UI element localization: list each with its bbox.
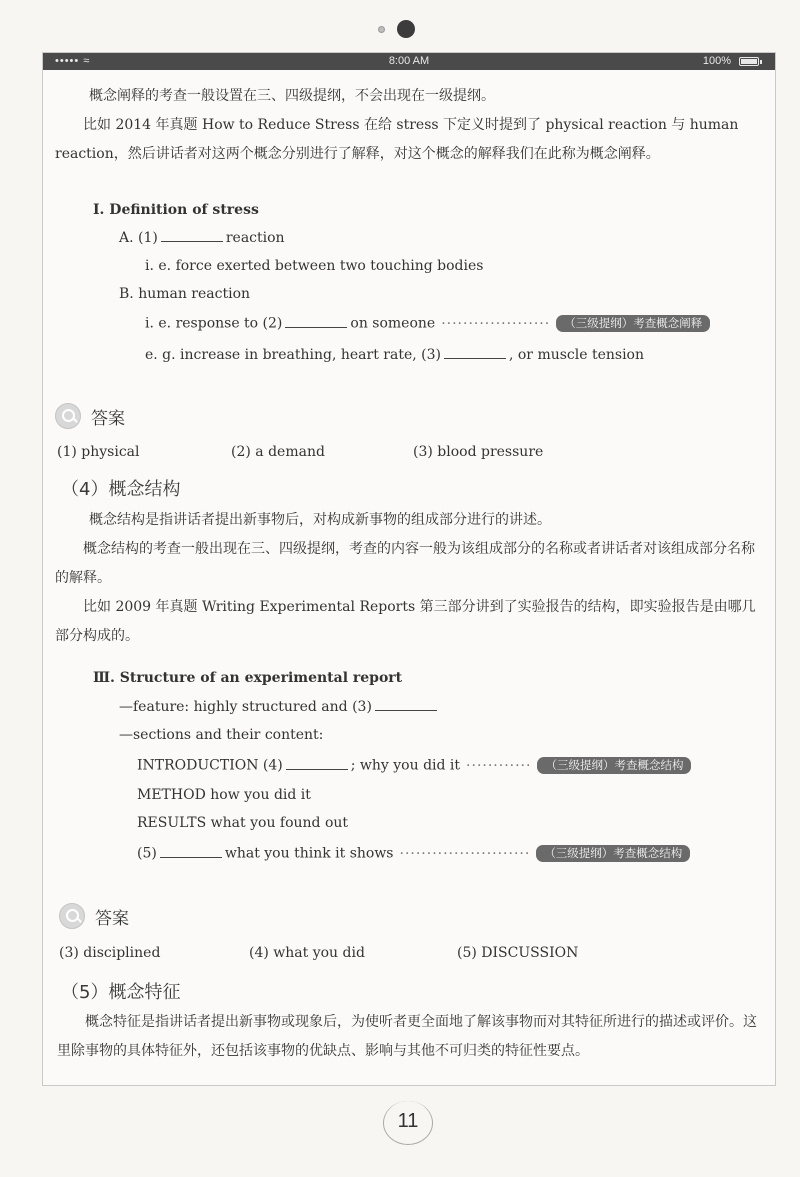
outline-item-a-ie: i. e. force exerted between two touching bodies — [145, 258, 484, 274]
level-tag: （三级提纲）考查概念阐释 — [556, 315, 710, 332]
camera-row — [0, 18, 800, 42]
paragraph-structure-example: 比如 2009 年真题 Writing Experimental Reports 第三部分讲到了实验报告的结构，即实验报告是由哪几部分构成的。 — [55, 599, 756, 644]
signal-indicator: ••••• ≈ — [55, 55, 91, 67]
outline-heading-definition: Ⅰ. Definition of stress — [93, 202, 259, 218]
blank-3 — [444, 347, 506, 359]
blank-5 — [286, 758, 348, 770]
answer-item: (3) disciplined — [59, 945, 161, 961]
blank-6 — [160, 846, 222, 858]
leader-dots: ···················· — [441, 315, 551, 332]
answer-item: (2) a demand — [231, 444, 325, 460]
section-heading-5: （5）概念特征 — [61, 982, 181, 1003]
answer-heading-2 — [59, 903, 129, 929]
blank-1 — [161, 230, 223, 242]
blank-4 — [375, 699, 437, 711]
outline-heading-structure: Ⅲ. Structure of an experimental report — [93, 670, 403, 686]
blank-2 — [285, 316, 347, 328]
device-screen — [42, 52, 776, 1086]
outline-item-b-ie: i. e. response to (2) on someone ···················· （三级提纲）考查概念阐释 — [145, 315, 710, 332]
battery-icon — [739, 57, 759, 66]
paragraph-example: 比如 2014 年真题 How to Reduce Stress 在给 stress 下定义时提到了 physical reaction 与 human reaction，然后讲话者对这两个概念分别进行了解释，对这个概念的解释我们在此称为概念阐释。 — [55, 117, 739, 162]
camera-lens — [397, 20, 415, 38]
outline-sections: —sections and their content: — [119, 727, 324, 743]
camera-sensor-dot — [378, 26, 385, 33]
outline-item-b-eg: e. g. increase in breathing, heart rate, (3) , or muscle tension — [145, 347, 645, 363]
answer-item: (4) what you did — [249, 945, 365, 961]
outline-method: METHOD how you did it — [137, 787, 311, 803]
magnifier-icon — [59, 903, 85, 929]
paragraph-intro: 概念阐释的考查一般设置在三、四级提纲，不会出现在一级提纲。 — [89, 88, 495, 104]
answers-row-1 — [57, 444, 757, 464]
level-tag: （三级提纲）考查概念结构 — [537, 757, 691, 774]
answer-item: (5) DISCUSSION — [457, 945, 579, 961]
level-tag: （三级提纲）考查概念结构 — [536, 845, 690, 862]
answer-item: (1) physical — [57, 444, 140, 460]
page-number: 11 — [383, 1101, 433, 1145]
answers-row-2 — [59, 945, 759, 965]
outline-feature: —feature: highly structured and (3) — [119, 699, 440, 715]
section-heading-4: （4）概念结构 — [61, 479, 181, 500]
leader-dots: ············ — [466, 757, 532, 774]
answer-heading-1 — [55, 403, 125, 429]
answer-item: (3) blood pressure — [413, 444, 544, 460]
outline-results: RESULTS what you found out — [137, 815, 349, 831]
magnifier-icon — [55, 403, 81, 429]
battery-percent: 100% — [702, 55, 731, 67]
answer-title: 答案 — [91, 408, 125, 429]
outline-discussion: (5) what you think it shows ························ （三级提纲）考查概念结构 — [137, 845, 690, 862]
answer-title: 答案 — [95, 908, 129, 929]
status-time: 8:00 AM — [388, 55, 430, 67]
paragraph-structure-def: 概念结构是指讲话者提出新事物后，对构成新事物的组成部分进行的讲述。 — [89, 512, 551, 528]
outline-introduction: INTRODUCTION (4) ; why you did it ············ （三级提纲）考查概念结构 — [137, 757, 691, 774]
paragraph-feature-def: 概念特征是指讲话者提出新事物或现象后，为使听者更全面地了解该事物而对其特征所进行的描述或评价。这里除事物的具体特征外，还包括该事物的优缺点、影响与其他不可归类的特征性要点。 — [57, 1014, 757, 1059]
outline-item-b: B. human reaction — [119, 286, 251, 302]
leader-dots: ························ — [399, 845, 531, 862]
outline-item-a: A. (1) reaction — [119, 230, 285, 246]
paragraph-structure-scope: 概念结构的考查一般出现在三、四级提纲，考查的内容一般为该组成部分的名称或者讲话者对该组成部分名称的解释。 — [55, 541, 755, 586]
status-bar — [43, 53, 775, 70]
